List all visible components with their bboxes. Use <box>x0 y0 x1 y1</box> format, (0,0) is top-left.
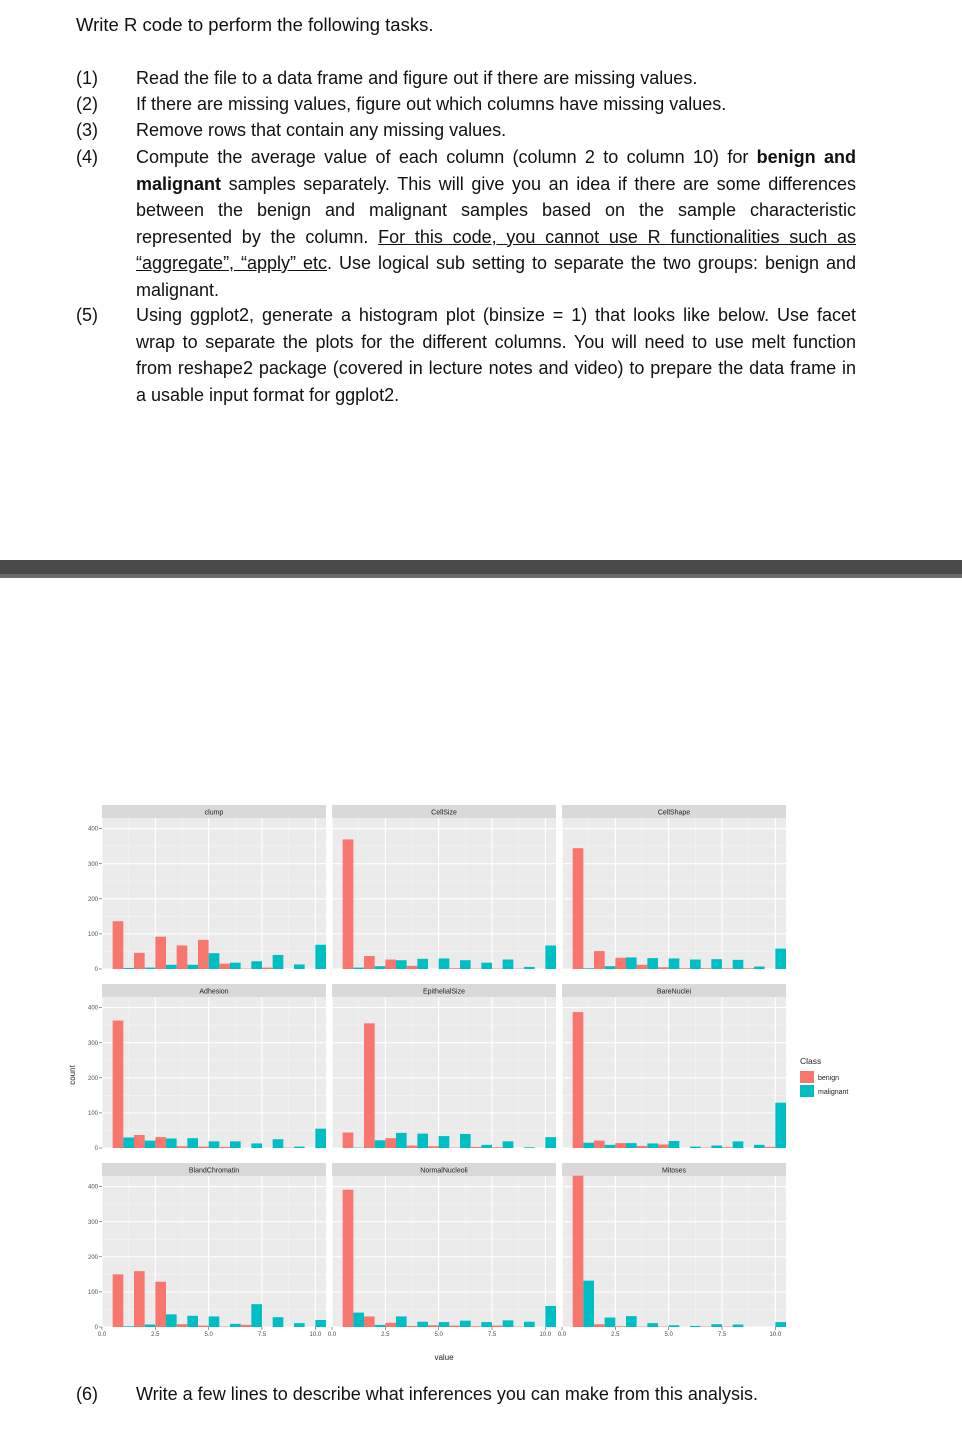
task-text: Remove rows that contain any missing values. <box>136 120 507 140</box>
bar-benign <box>385 1323 396 1327</box>
bar-malignant <box>273 1317 284 1327</box>
bar-malignant <box>315 1129 326 1148</box>
x-tick-label: 10.0 <box>769 1332 782 1338</box>
bar-malignant <box>605 1318 616 1327</box>
task-number: (4) <box>76 147 98 167</box>
facet-panel <box>562 818 786 969</box>
bar-malignant <box>145 1325 156 1327</box>
y-tick-label: 0 <box>94 1325 98 1332</box>
bar-benign <box>113 921 124 969</box>
bar-malignant <box>524 1147 535 1148</box>
bar-malignant <box>315 945 326 969</box>
bar-malignant <box>396 960 407 969</box>
bar-benign <box>155 1282 166 1327</box>
bar-benign <box>471 1147 482 1148</box>
legend-title: Class <box>800 1056 822 1066</box>
bar-malignant <box>524 1322 535 1327</box>
bar-benign <box>428 1325 439 1327</box>
bar-malignant <box>583 1281 594 1327</box>
bar-malignant <box>123 968 134 969</box>
x-tick-label: 10.0 <box>309 1332 322 1338</box>
bar-benign <box>637 965 648 969</box>
bar-malignant <box>775 949 786 969</box>
page-separator <box>0 560 962 578</box>
x-tick-label: 7.5 <box>717 1332 727 1338</box>
bar-malignant <box>123 1326 134 1327</box>
bar-benign <box>765 1147 776 1148</box>
y-tick-label: 0 <box>94 967 98 974</box>
bar-malignant <box>230 1141 241 1148</box>
bar-benign <box>241 1325 252 1327</box>
bar-benign <box>407 966 418 969</box>
x-tick-label: 7.5 <box>487 1332 497 1338</box>
bar-malignant <box>439 1322 450 1327</box>
task-text-bold: benign and malignant <box>136 147 857 194</box>
legend-key-malignant <box>800 1085 814 1097</box>
bar-benign <box>573 1176 584 1327</box>
bar-malignant <box>524 967 535 969</box>
x-tick-label: 2.5 <box>611 1332 620 1338</box>
facet-panel <box>102 818 326 969</box>
y-tick-label: 0 <box>94 1146 98 1153</box>
bar-benign <box>364 956 375 969</box>
bar-malignant <box>375 1325 386 1327</box>
bar-benign <box>658 967 669 969</box>
facet-panel <box>102 997 326 1148</box>
y-tick-label: 400 <box>87 1005 98 1012</box>
bar-benign <box>177 1146 188 1148</box>
bar-benign <box>198 1147 209 1148</box>
y-tick-label: 400 <box>87 826 98 833</box>
bar-benign <box>219 1147 230 1148</box>
bar-benign <box>615 1143 626 1148</box>
bar-malignant <box>545 945 556 969</box>
bar-malignant <box>733 1325 744 1327</box>
x-tick-label: 0.0 <box>97 1332 107 1338</box>
bar-malignant <box>460 1321 471 1327</box>
bar-malignant <box>605 966 616 969</box>
y-axis-title: count <box>68 1065 77 1085</box>
bar-benign <box>492 1326 503 1327</box>
y-tick-label: 200 <box>87 1075 98 1082</box>
x-tick-label: 5.0 <box>204 1332 213 1338</box>
bar-malignant <box>145 968 156 969</box>
bar-benign <box>177 1324 188 1327</box>
bar-malignant <box>396 1133 407 1148</box>
x-tick-label: 0.0 <box>557 1332 567 1338</box>
bar-benign <box>573 848 584 969</box>
bar-benign <box>198 1326 209 1327</box>
bar-benign <box>428 1146 439 1148</box>
bar-malignant <box>481 963 492 969</box>
bar-malignant <box>733 1141 744 1148</box>
bar-benign <box>594 1141 605 1148</box>
bar-malignant <box>251 1304 262 1327</box>
facet-label: BlandChromatin <box>188 1167 240 1175</box>
task-text-part: samples separately. This will give you an idea if there are some differences between the benign and malignant samples based on the sample characteristic represented by the column. <box>136 173 856 247</box>
bar-benign <box>134 1135 145 1148</box>
y-tick-label: 200 <box>87 896 98 903</box>
bar-benign <box>449 968 460 969</box>
legend-label-benign: benign <box>818 1075 840 1082</box>
bar-benign <box>177 945 188 969</box>
bar-benign <box>155 1137 166 1148</box>
bar-malignant <box>315 1320 326 1327</box>
bar-malignant <box>583 1143 594 1148</box>
task-text <box>136 144 856 303</box>
bar-benign <box>658 1144 669 1148</box>
bar-malignant <box>669 1141 680 1148</box>
y-tick-label: 300 <box>87 861 98 868</box>
bar-benign <box>134 1271 145 1327</box>
bar-benign <box>385 1138 396 1148</box>
facet-panel <box>332 818 556 969</box>
bar-malignant <box>187 1316 198 1327</box>
bar-malignant <box>711 959 722 969</box>
task-number: (5) <box>76 305 98 325</box>
bar-malignant <box>251 961 262 969</box>
bar-malignant <box>503 1320 514 1327</box>
task-number: (1) <box>76 68 98 88</box>
facet-panel <box>332 1176 556 1327</box>
legend-key-benign <box>800 1071 814 1083</box>
bar-benign <box>134 953 145 969</box>
legend-label-malignant: malignant <box>818 1089 849 1096</box>
bar-malignant <box>273 1139 284 1148</box>
bar-benign <box>364 1316 375 1327</box>
bar-malignant <box>439 1136 450 1148</box>
bar-malignant <box>353 968 364 969</box>
bar-malignant <box>605 1145 616 1148</box>
bar-benign <box>701 968 712 969</box>
bar-benign <box>637 1146 648 1148</box>
bar-benign <box>343 839 354 969</box>
task-text-part: Compute the average value of each column (column 2 to column 10) for <box>136 147 757 167</box>
facet-label: Mitoses <box>661 1167 687 1175</box>
x-tick-label: 7.5 <box>257 1332 267 1338</box>
task-number: (3) <box>76 120 98 140</box>
bar-benign <box>113 1021 124 1148</box>
bar-benign <box>198 940 209 969</box>
bar-malignant <box>754 967 765 969</box>
facet-label: CellSize <box>431 809 457 817</box>
bar-malignant <box>417 959 428 969</box>
bar-malignant <box>669 1325 680 1327</box>
task-text: If there are missing values, figure out which columns have missing values. <box>136 94 727 114</box>
bar-malignant <box>439 958 450 969</box>
task-text-underlined: For this code, you cannot use R functionalities such as “aggregate”, “apply” etc <box>136 226 856 273</box>
y-tick-label: 100 <box>87 1111 98 1118</box>
bar-malignant <box>166 965 177 969</box>
bar-malignant <box>626 957 637 969</box>
y-tick-label: 100 <box>87 932 98 939</box>
bar-malignant <box>375 1140 386 1148</box>
bar-malignant <box>626 1316 637 1327</box>
bar-benign <box>385 960 396 969</box>
bar-malignant <box>583 968 594 969</box>
bar-malignant <box>230 963 241 969</box>
histogram-figure <box>55 798 855 1368</box>
bar-malignant <box>460 1134 471 1148</box>
bar-benign <box>722 1147 733 1148</box>
bar-malignant <box>647 958 658 969</box>
bar-malignant <box>417 1134 428 1148</box>
y-tick-label: 100 <box>87 1290 98 1297</box>
bar-malignant <box>353 1313 364 1327</box>
bar-benign <box>573 1012 584 1148</box>
bar-benign <box>743 968 754 969</box>
bar-malignant <box>503 960 514 969</box>
bar-benign <box>722 968 733 969</box>
bar-benign <box>471 1326 482 1327</box>
facet-label: CellShape <box>657 809 691 817</box>
bar-benign <box>594 1324 605 1327</box>
bar-malignant <box>460 960 471 969</box>
bar-malignant <box>187 965 198 969</box>
x-tick-label: 2.5 <box>381 1332 390 1338</box>
x-tick-label: 0.0 <box>327 1332 337 1338</box>
facet-label: NormalNucleoli <box>420 1167 468 1175</box>
bar-malignant <box>123 1137 134 1148</box>
bar-malignant <box>187 1138 198 1148</box>
bar-malignant <box>209 1316 220 1327</box>
bar-malignant <box>294 964 305 969</box>
bar-malignant <box>209 1141 220 1148</box>
task-number: (6) <box>76 1384 98 1404</box>
bar-malignant <box>711 1324 722 1327</box>
bar-malignant <box>711 1146 722 1148</box>
facet-panel <box>562 997 786 1148</box>
bar-malignant <box>209 953 220 969</box>
bar-malignant <box>294 1323 305 1327</box>
bar-malignant <box>396 1316 407 1327</box>
task-number: (2) <box>76 94 98 114</box>
y-tick-label: 300 <box>87 1040 98 1047</box>
x-tick-label: 5.0 <box>434 1332 443 1338</box>
facet-label: Adhesion <box>199 988 229 996</box>
bar-benign <box>364 1023 375 1148</box>
bar-benign <box>262 968 273 969</box>
bar-malignant <box>273 955 284 969</box>
x-tick-label: 10.0 <box>539 1332 552 1338</box>
bar-malignant <box>754 1145 765 1148</box>
page-heading: Write R code to perform the following tasks. <box>76 14 434 35</box>
x-axis-title: value <box>434 1353 454 1362</box>
bar-malignant <box>230 1324 241 1327</box>
bar-benign <box>449 1326 460 1327</box>
bar-benign <box>343 1133 354 1148</box>
bar-malignant <box>690 1326 701 1327</box>
bar-malignant <box>166 1314 177 1327</box>
bar-benign <box>343 1190 354 1327</box>
bar-malignant <box>375 966 386 969</box>
bar-malignant <box>733 960 744 969</box>
bar-benign <box>407 1146 418 1148</box>
facet-panel <box>562 1176 786 1327</box>
bar-benign <box>407 1326 418 1327</box>
bar-malignant <box>166 1139 177 1148</box>
bar-malignant <box>503 1141 514 1148</box>
bar-malignant <box>690 1147 701 1148</box>
bar-malignant <box>669 958 680 969</box>
bar-benign <box>219 964 230 969</box>
bar-malignant <box>647 1323 658 1327</box>
bar-malignant <box>417 1322 428 1327</box>
bar-malignant <box>294 1147 305 1148</box>
bar-benign <box>615 958 626 969</box>
bar-malignant <box>481 1145 492 1148</box>
bar-malignant <box>647 1143 658 1148</box>
task-text-part: . Use logical sub setting to separate the two groups: benign and malignant. <box>136 253 856 300</box>
bar-benign <box>113 1274 124 1327</box>
bar-malignant <box>545 1306 556 1327</box>
bar-malignant <box>481 1322 492 1327</box>
task-text: Write a few lines to describe what inferences you can make from this analysis. <box>136 1384 758 1404</box>
facet-label: clump <box>204 809 224 817</box>
bar-benign <box>492 1147 503 1148</box>
bar-benign <box>679 968 690 969</box>
y-tick-label: 300 <box>87 1219 98 1226</box>
x-tick-label: 2.5 <box>151 1332 160 1338</box>
bar-malignant <box>626 1143 637 1148</box>
bar-malignant <box>690 960 701 969</box>
bar-malignant <box>775 1103 786 1148</box>
bar-malignant <box>251 1143 262 1148</box>
bar-benign <box>615 1326 626 1327</box>
bar-malignant <box>775 1322 786 1327</box>
facet-label: BareNuclei <box>656 988 692 996</box>
task-text: Read the file to a data frame and figure out if there are missing values. <box>136 68 698 88</box>
bar-benign <box>594 951 605 969</box>
bar-malignant <box>545 1137 556 1148</box>
task-text: Using ggplot2, generate a histogram plot (binsize = 1) that looks like below. Use facet wrap to separate the plots for the different columns. You will need to use melt function from reshape2 package (covered in lecture notes and video) to prepare the data frame in a usable input format for ggplot2. <box>136 305 856 405</box>
y-tick-label: 200 <box>87 1254 98 1261</box>
bar-benign <box>155 937 166 969</box>
facet-label: EpithelialSize <box>422 988 466 996</box>
x-tick-label: 5.0 <box>664 1332 673 1338</box>
y-tick-label: 400 <box>87 1184 98 1191</box>
bar-malignant <box>145 1141 156 1148</box>
